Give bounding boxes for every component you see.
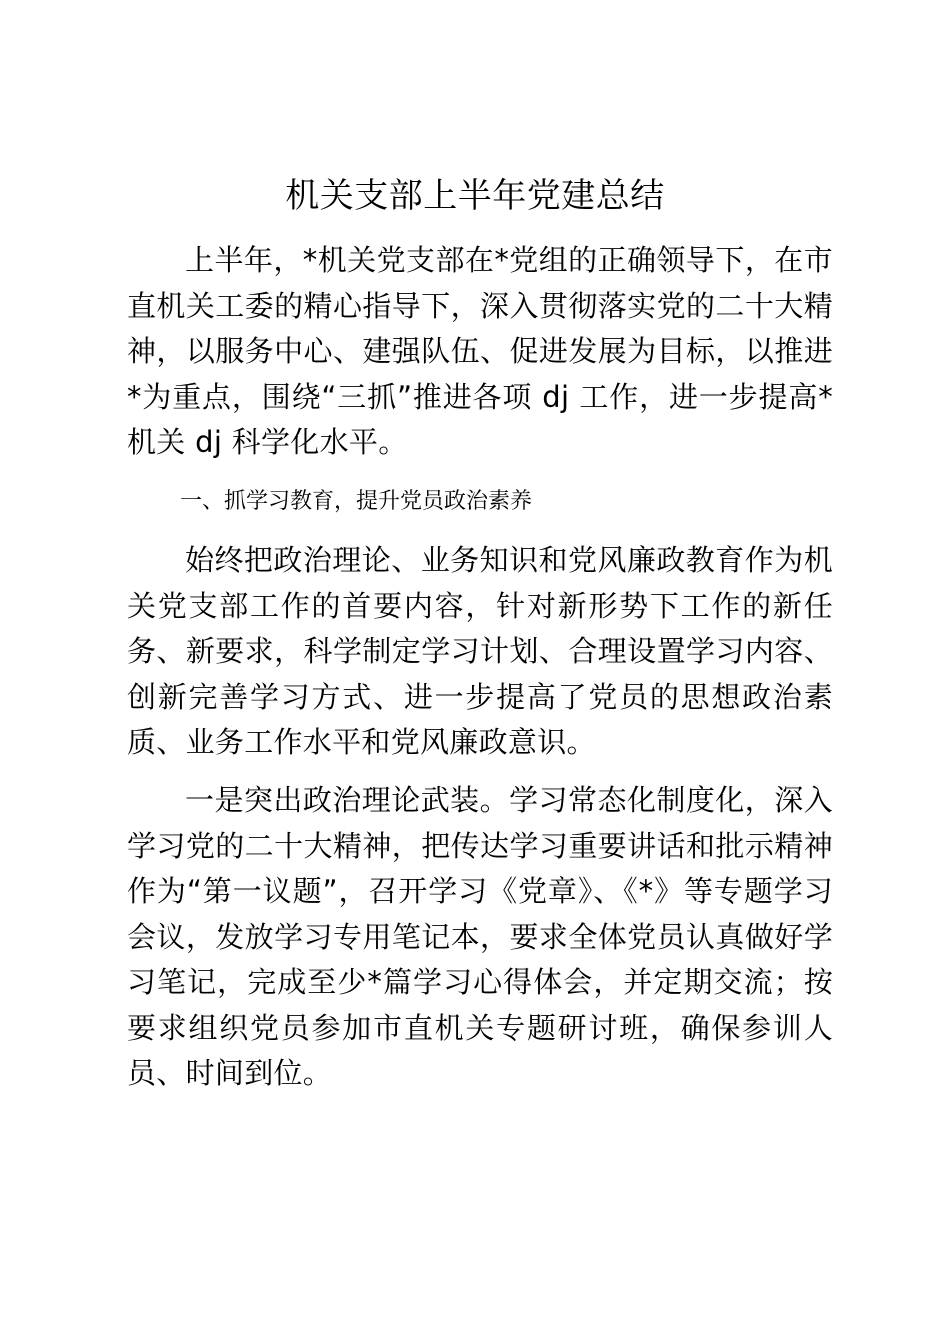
section-heading: 一、抓学习教育，提升党员政治素养 [180, 489, 533, 514]
section-paragraph-2: 一是突出政治理论武装。学习常态化制度化，深入学习党的二十大精神，把传达学习重要讲话和批示精神作为“第一议题”，召开学习《党章》、《*》等专题学习会议，发放学习专用笔记本，要求全体党员认真做好学习笔记，完成至少*篇学习心得体会，并定期交流；按要求组织党员参加市直机关专题研讨班，确保参训人员、时间到位。 [127, 783, 833, 1090]
intro-paragraph: 上半年，*机关党支部在*党组的正确领导下，在市直机关工委的精心指导下，深入贯彻落实党的二十大精神，以服务中心、建强队伍、促进发展为目标，以推进*为重点，围绕“三抓”推进各项 dj 工作，进一步提高*机关 dj 科学化水平。 [127, 243, 833, 459]
section-paragraph-1: 始终把政治理论、业务知识和党风廉政教育作为机关党支部工作的首要内容，针对新形势下工作的新任务、新要求，科学制定学习计划、合理设置学习内容、创新完善学习方式、进一步提高了党员的思想政治素质、业务工作水平和党风廉政意识。 [127, 543, 833, 759]
document-title: 机关支部上半年党建总结 [285, 176, 665, 216]
